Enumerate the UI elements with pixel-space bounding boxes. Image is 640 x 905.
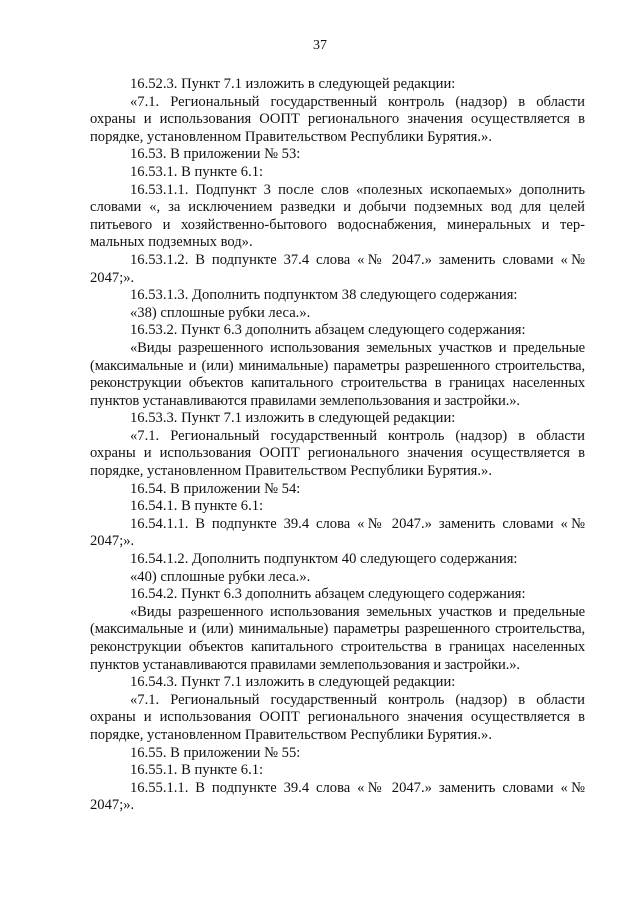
paragraph: 16.53.1.3. Дополнить подпунктом 38 следующего содержания: xyxy=(130,287,518,304)
paragraph: 16.53.3. Пункт 7.1 изложить в следующей редакции: xyxy=(130,410,456,427)
paragraph: 16.53.1. В пункте 6.1: xyxy=(130,163,264,180)
paragraph: 16.52.3. Пункт 7.1 изложить в следующей редакции: xyxy=(130,76,456,92)
paragraph: «7.1. Региональный государственный контроль (надзор) в области охраны и использования ООПТ регионального значения осуществляется в порядке, установленном Правительством Республики Бурятия.». xyxy=(90,691,585,743)
paragraph: 16.53.1.2. В подпункте 37.4 слова «№ 2047.» заменить словами «№ 2047;». xyxy=(90,251,585,286)
paragraph: 16.53.1.1. Подпункт 3 после слов «полезных ископаемых» дополнить словами «, за исключением разведки и добычи подземных вод для целей питьевого и хозяйственно-бытового водоснабжения, минеральных и термальных подземных вод». xyxy=(90,181,585,251)
paragraph: «7.1. Региональный государственный контроль (надзор) в области охраны и использования ООПТ регионального значения осуществляется в порядке, установленном Правительством Республики Бурятия.». xyxy=(90,427,585,480)
paragraph: 16.54.2. Пункт 6.3 дополнить абзацем следующего содержания: xyxy=(130,586,526,603)
paragraph: 16.55.1.1. В подпункте 39.4 слова «№ 2047.» заменить словами «№ 2047;». xyxy=(90,779,585,814)
paragraph: «38) сплошные рубки леса.». xyxy=(130,304,311,321)
paragraph: «Виды разрешенного использования земельных участков и предельные (максимальные и (или) минимальные) параметры разрешенного строительства, реконструкции объектов капитального строительства в границах населенных пунктов устанавливаются правилами землепользования и застройки.». xyxy=(90,339,585,409)
paragraph: 16.54.1. В пункте 6.1: xyxy=(130,498,264,515)
paragraph: 16.54.1.1. В подпункте 39.4 слова «№ 2047.» заменить словами «№ 2047;». xyxy=(90,515,585,550)
paragraph: 16.55. В приложении № 55: xyxy=(130,744,301,761)
paragraph: «Виды разрешенного использования земельных участков и предельные (максимальные и (или) минимальные) параметры разрешенного строительства, реконструкции объектов капитального строительства в границах населенных пунктов устанавливаются правилами землепользования и застройки.». xyxy=(90,603,585,673)
paragraph: «40) сплошные рубки леса.». xyxy=(130,568,311,585)
paragraph: 16.53.2. Пункт 6.3 дополнить абзацем следующего содержания: xyxy=(130,322,526,339)
paragraph: 16.53. В приложении № 53: xyxy=(130,146,301,163)
paragraph: 16.55.1. В пункте 6.1: xyxy=(130,762,264,779)
paragraph: 16.54.1.2. Дополнить подпунктом 40 следующего содержания: xyxy=(130,551,518,568)
paragraph: «7.1. Региональный государственный контроль (надзор) в области охраны и использования ООПТ регионального значения осуществляется в порядке, установленном Правительством Республики Бурятия.». xyxy=(90,93,585,145)
paragraph: 16.54. В приложении № 54: xyxy=(130,480,301,497)
document-body xyxy=(90,76,585,815)
paragraph: 16.54.3. Пункт 7.1 изложить в следующей редакции: xyxy=(130,674,456,691)
page-number: 37 xyxy=(313,38,327,53)
